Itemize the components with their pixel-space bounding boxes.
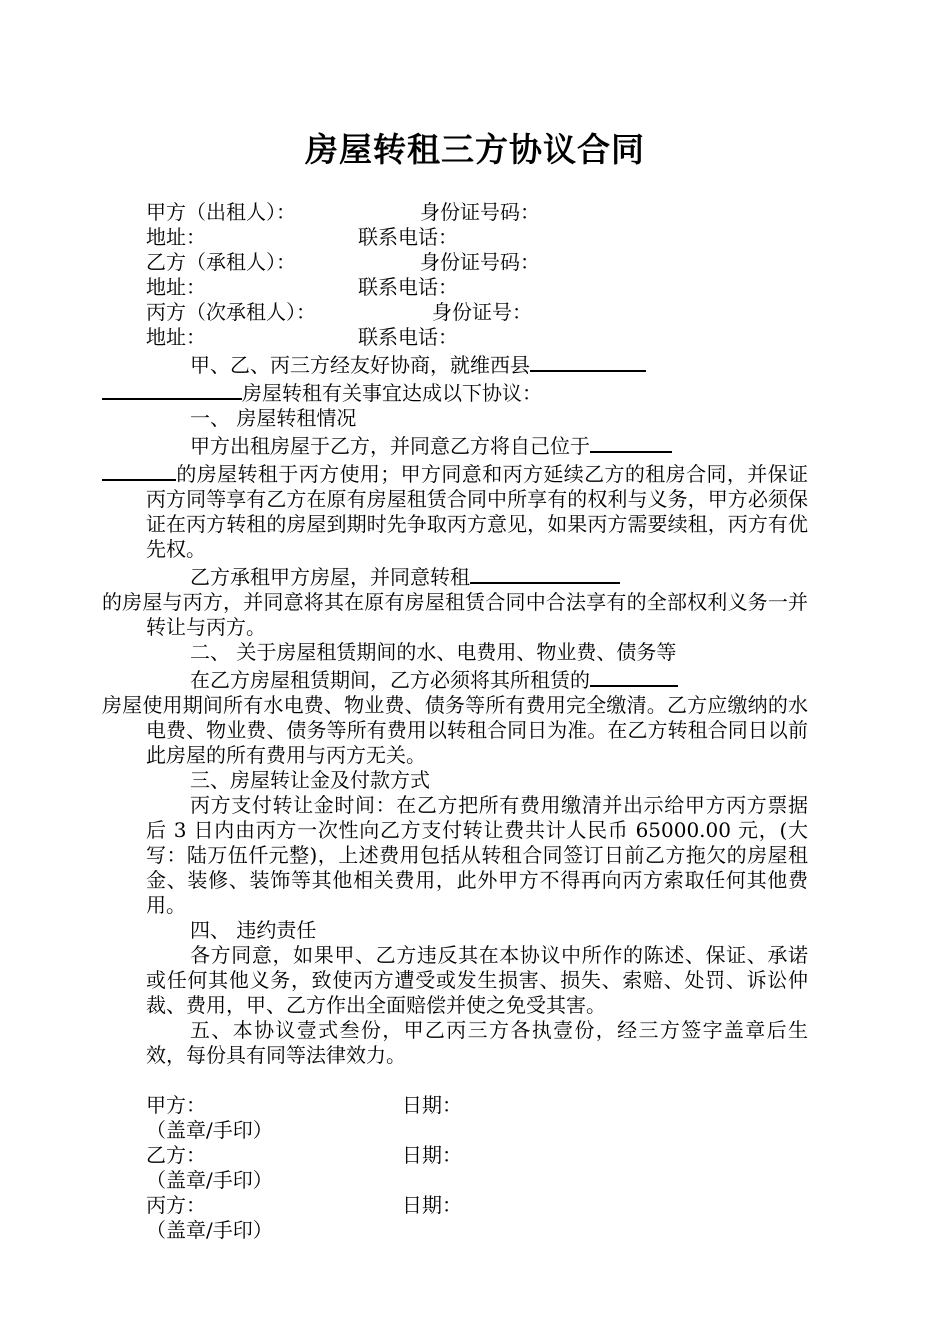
section5-paragraph1: 五、本协议壹式叁份，甲乙丙三方各执壹份，经三方签字盖章后生效，每份具有同等法律效力。 <box>146 1018 808 1067</box>
property-location-blank <box>590 431 672 453</box>
intro-paragraph <box>146 350 808 406</box>
signature-c-stamp: （盖章/手印） <box>146 1218 273 1242</box>
section1-heading: 一、 房屋转租情况 <box>190 406 357 430</box>
party-b-id-label: 身份证号码： <box>420 250 540 274</box>
section1-p2-text-2: 的房屋与丙方，并同意将其在原有房屋租赁合同中合法享有的全部权利义务一并转让与丙方。 <box>102 590 808 639</box>
intro-text-2: 房屋转租有关事宜达成以下协议： <box>242 381 542 405</box>
sublet-property-blank <box>470 562 620 584</box>
signature-a-stamp: （盖章/手印） <box>146 1118 273 1142</box>
section4-heading: 四、 违约责任 <box>190 918 317 942</box>
section1-p1-text-1: 甲方出租房屋于乙方，并同意乙方将自己位于 <box>190 434 590 458</box>
address-blank <box>102 378 242 400</box>
party-a-contact-row <box>146 225 808 250</box>
signature-b-row <box>146 1143 808 1168</box>
party-c-label: 丙方（次承租人）： <box>146 300 316 324</box>
intro-text-1: 甲、乙、丙三方经友好协商，就维西县 <box>190 353 530 377</box>
signature-b-label: 乙方： <box>146 1143 206 1167</box>
signature-c-date-label: 日期： <box>402 1193 462 1217</box>
party-b-contact-row <box>146 275 808 300</box>
party-c-contact-row <box>146 325 808 350</box>
party-a-address-label: 地址： <box>146 225 206 249</box>
party-b-row <box>146 250 808 275</box>
party-b-label: 乙方（承租人）： <box>146 250 296 274</box>
section1-p2-text-1: 乙方承租甲方房屋，并同意转租 <box>190 565 470 589</box>
party-a-phone-label: 联系电话： <box>358 225 458 249</box>
party-a-row <box>146 200 808 225</box>
section1-paragraph1 <box>146 431 808 562</box>
signature-a-label: 甲方： <box>146 1093 206 1117</box>
rented-property-blank <box>590 665 678 687</box>
section2-heading: 二、 关于房屋租赁期间的水、电费用、物业费、债务等 <box>190 640 677 664</box>
section1-p1-text-2: 的房屋转租于丙方使用；甲方同意和丙方延续乙方的租房合同，并保证丙方同等享有乙方在原有房屋租赁合同中所享有的权利与义务，甲方必须保证在丙方转租的房屋到期时先争取丙方意见，如果丙方需要续租，丙方有优先权。 <box>146 462 808 561</box>
section2-p1-text-2: 房屋使用期间所有水电费、物业费、债务等所有费用完全缴清。乙方应缴纳的水电费、物业费、债务等所有费用以转租合同日为准。在乙方转租合同日以前此房屋的所有费用与丙方无关。 <box>102 693 808 767</box>
signature-a-row <box>146 1093 808 1118</box>
signature-c-label: 丙方： <box>146 1193 206 1217</box>
section3-heading: 三、房屋转让金及付款方式 <box>190 768 430 792</box>
party-a-label: 甲方（出租人）： <box>146 200 296 224</box>
party-b-address-label: 地址： <box>146 275 206 299</box>
section2-paragraph1 <box>102 665 808 768</box>
signature-b-date-label: 日期： <box>402 1143 462 1167</box>
property-location-blank-cont <box>102 459 176 481</box>
document-title: 房屋转租三方协议合同 <box>305 130 645 169</box>
signature-a-date-label: 日期： <box>402 1093 462 1117</box>
party-b-phone-label: 联系电话： <box>358 275 458 299</box>
document-body <box>102 200 808 1243</box>
signature-b-stamp: （盖章/手印） <box>146 1168 273 1192</box>
signature-c-row <box>146 1193 808 1218</box>
party-a-id-label: 身份证号码： <box>420 200 540 224</box>
section4-paragraph1: 各方同意，如果甲、乙方违反其在本协议中所作的陈述、保证、承诺或任何其他义务，致使丙方遭受或发生损害、损失、索赔、处罚、诉讼仲裁、费用，甲、乙方作出全面赔偿并使之免受其害。 <box>146 943 808 1017</box>
party-c-id-label: 身份证号： <box>432 300 532 324</box>
party-c-address-label: 地址： <box>146 325 206 349</box>
section2-p1-text-1: 在乙方房屋租赁期间，乙方必须将其所租赁的 <box>190 668 590 692</box>
party-c-row <box>146 300 808 325</box>
location-blank <box>530 350 646 372</box>
party-c-phone-label: 联系电话： <box>358 325 458 349</box>
section3-paragraph1: 丙方支付转让金时间：在乙方把所有费用缴清并出示给甲方丙方票据后 3 日内由丙方一次性向乙方支付转让费共计人民币 65000.00 元，(大写：陆万伍仟元整)，上述费用包括从转租合同签订日前乙方拖欠的房屋租金、装修、装饰等其他相关费用，此外甲方不得再向丙方索取任何其他费用。 <box>146 793 808 917</box>
section1-paragraph2 <box>102 562 808 640</box>
